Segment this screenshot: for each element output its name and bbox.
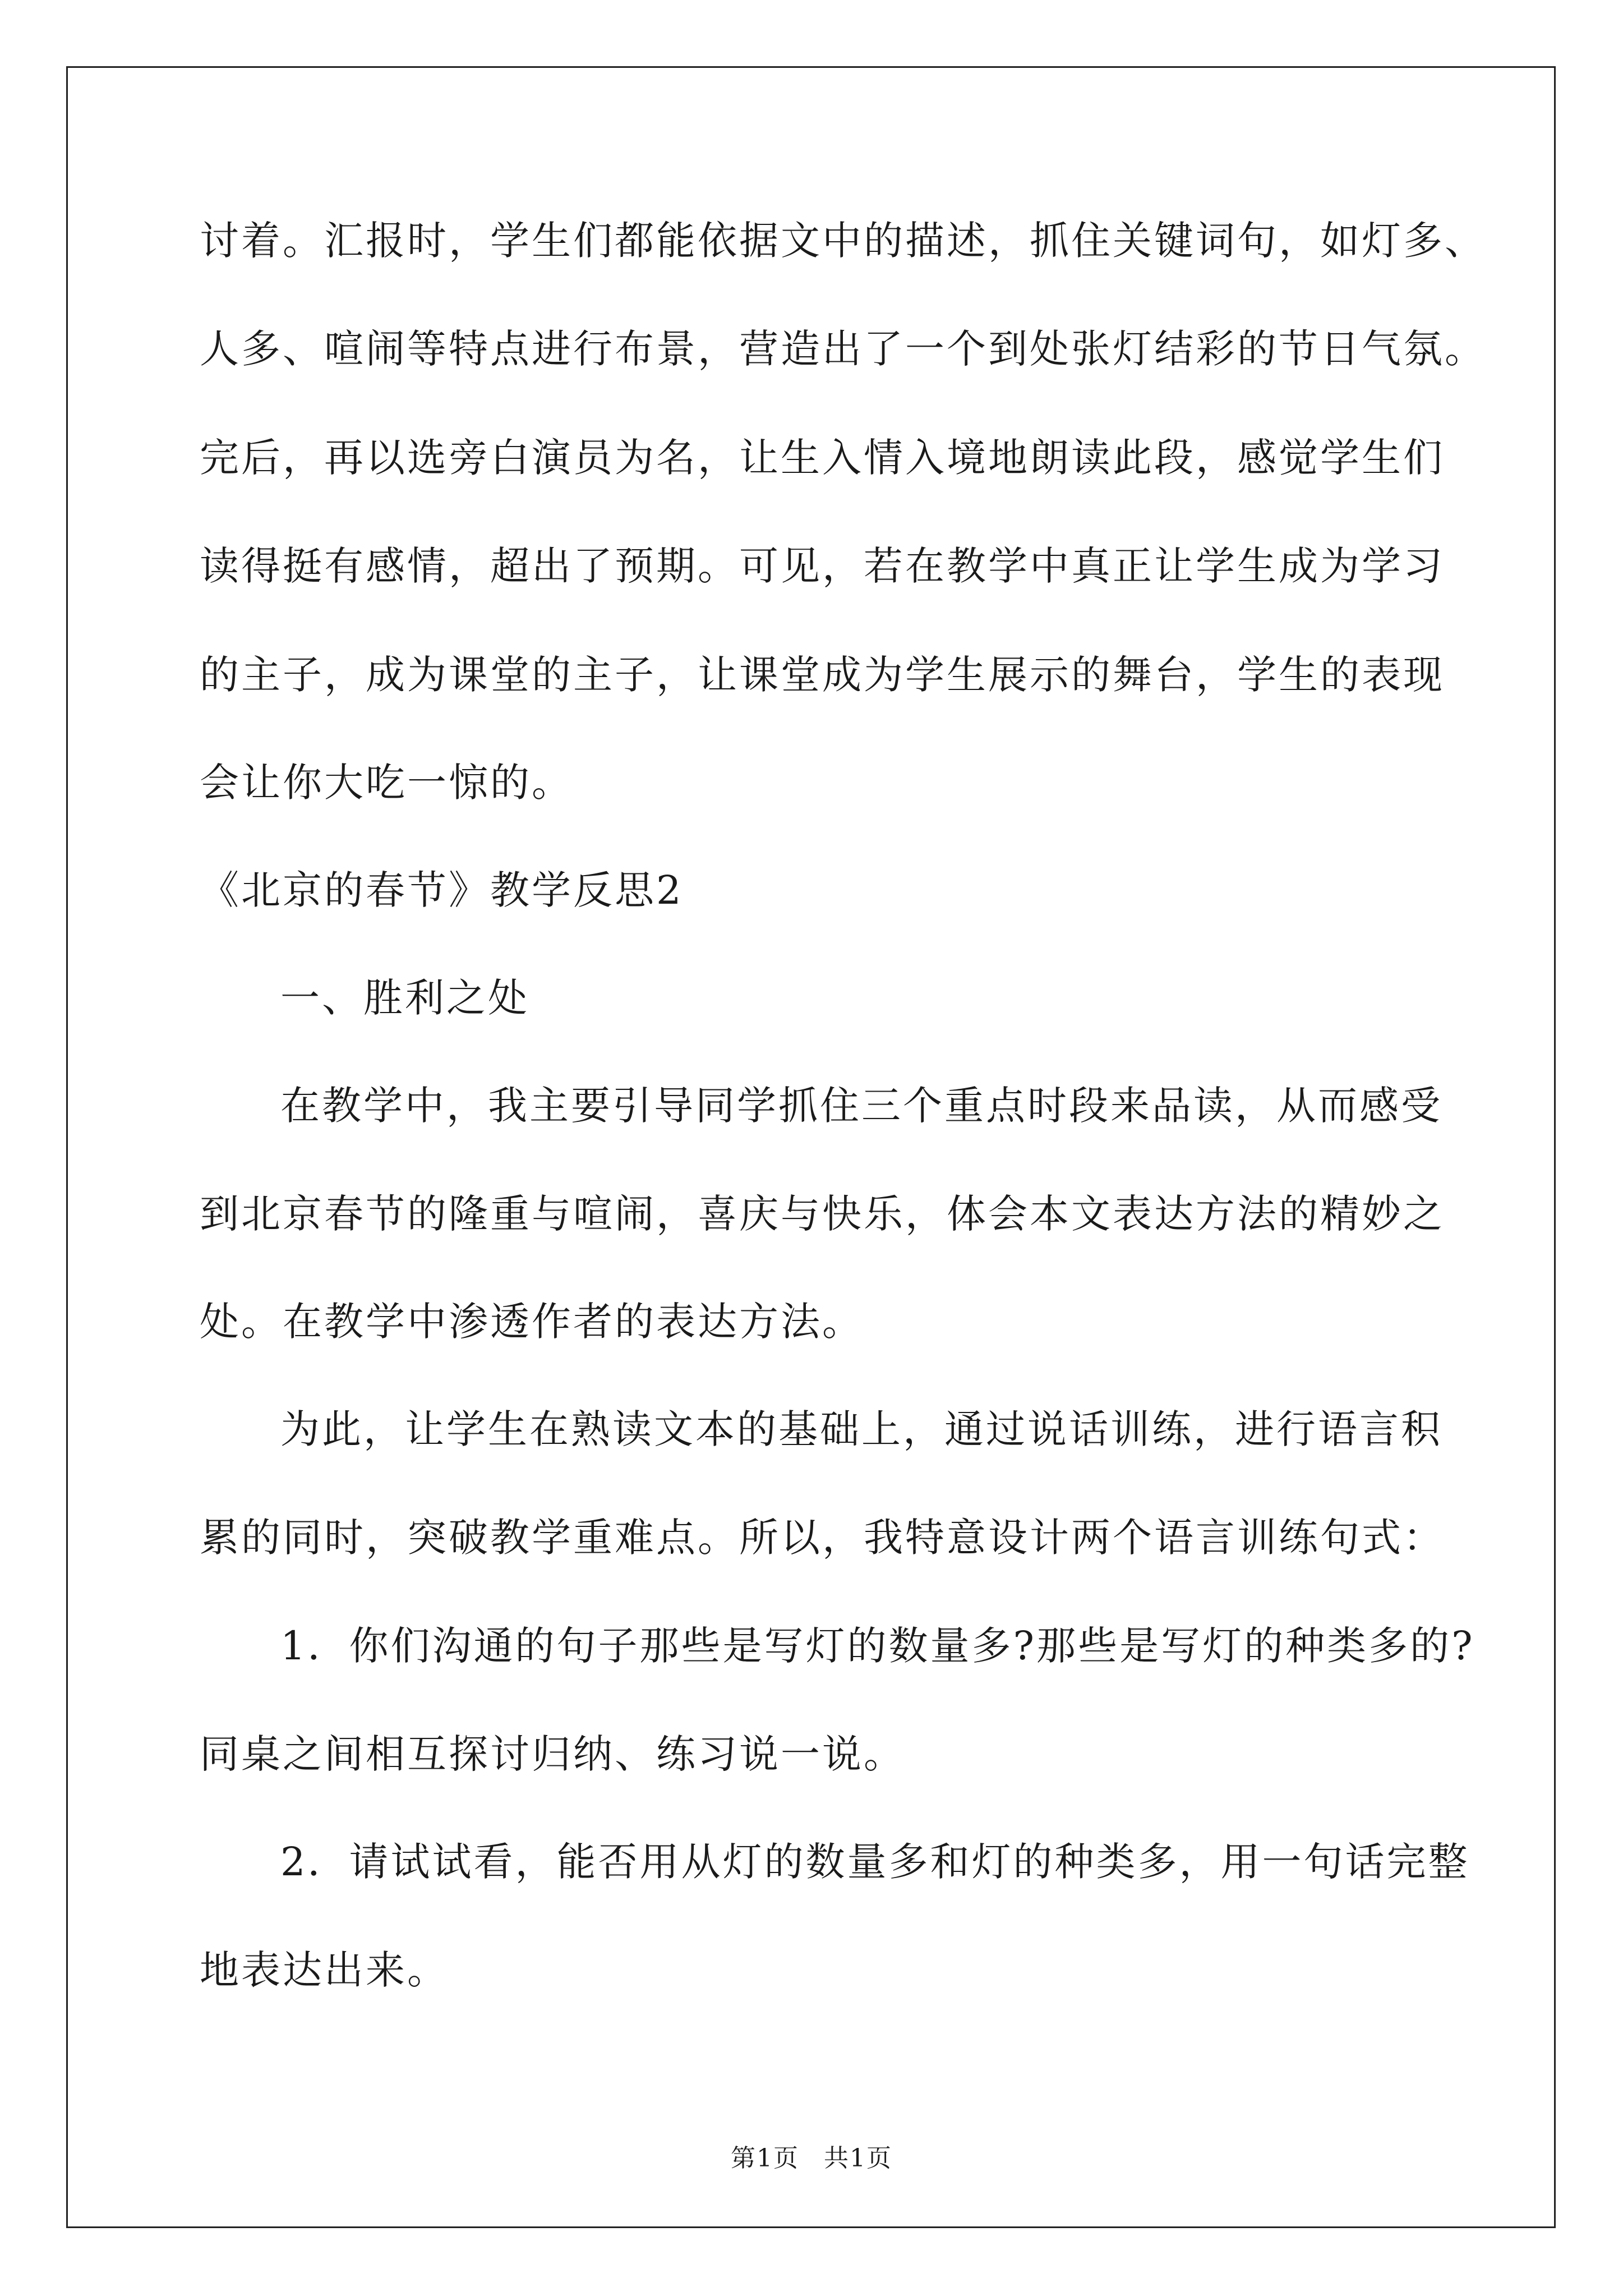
body-text-line: 读得挺有感情，超出了预期。可见，若在教学中真正让学生成为学习 bbox=[200, 543, 1445, 589]
page-total: 共1页 bbox=[824, 2144, 892, 2173]
page-number: 第1页 bbox=[731, 2144, 799, 2173]
body-text-line: 讨着。汇报时，学生们都能依据文中的描述，抓住关键词句，如灯多、 bbox=[200, 218, 1486, 264]
body-text-line: 人多、喧闹等特点进行布景，营造出了一个到处张灯结彩的节日气氛。 bbox=[200, 326, 1486, 372]
page-border bbox=[66, 66, 1556, 2228]
body-text-line: 到北京春节的隆重与喧闹，喜庆与快乐，体会本文表达方法的精妙之 bbox=[200, 1191, 1445, 1237]
list-item-line: 2．请试试看，能否用从灯的数量多和灯的种类多，用一句话完整 bbox=[280, 1839, 1470, 1885]
list-item-line: 同桌之间相互探讨归纳、练习说一说。 bbox=[200, 1731, 905, 1777]
subsection-heading: 一、胜利之处 bbox=[280, 975, 529, 1021]
body-text-line: 累的同时，突破教学重难点。所以，我特意设计两个语言训练句式： bbox=[200, 1515, 1445, 1561]
body-text-line: 为此，让学生在熟读文本的基础上，通过说话训练，进行语言积 bbox=[280, 1406, 1442, 1452]
page-footer bbox=[0, 2142, 1623, 2175]
body-text-line: 会让你大吃一惊的。 bbox=[200, 760, 573, 806]
body-text-line: 处。在教学中渗透作者的表达方法。 bbox=[200, 1299, 864, 1345]
list-item-line: 地表达出来。 bbox=[200, 1947, 449, 1993]
body-text-line: 的主子，成为课堂的主子，让课堂成为学生展示的舞台，学生的表现 bbox=[200, 652, 1445, 698]
body-text-line: 完后，再以选旁白演员为名，让生入情入境地朗读此段，感觉学生们 bbox=[200, 435, 1445, 481]
body-text-line: 在教学中，我主要引导同学抓住三个重点时段来品读，从而感受 bbox=[280, 1083, 1442, 1129]
list-item-line: 1．你们沟通的句子那些是写灯的数量多?那些是写灯的种类多的? bbox=[280, 1623, 1475, 1669]
section-heading: 《北京的春节》教学反思2 bbox=[200, 867, 684, 913]
